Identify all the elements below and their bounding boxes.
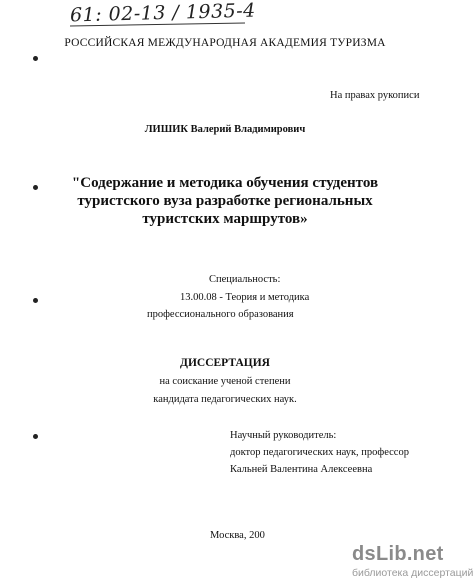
title-line: туристского вуза разработке региональных bbox=[77, 193, 373, 209]
supervisor-name: Кальней Валентина Алексеевна bbox=[230, 464, 373, 475]
scan-mark bbox=[33, 56, 38, 61]
dissertation-heading: ДИССЕРТАЦИЯ bbox=[180, 357, 270, 369]
supervisor-label: Научный руководитель: bbox=[230, 430, 337, 441]
scan-mark bbox=[33, 298, 38, 303]
specialty-code: 13.00.08 - Теория и методика bbox=[180, 292, 310, 303]
author-name: ЛИШИК Валерий Владимирович bbox=[144, 124, 306, 135]
specialty-field: профессионального образования bbox=[147, 309, 294, 320]
watermark-subtitle: библиотека диссертаций bbox=[352, 567, 473, 579]
scan-mark bbox=[33, 185, 38, 190]
scan-mark bbox=[33, 434, 38, 439]
title-line: туристских маршрутов» bbox=[142, 211, 308, 227]
handwritten-catalog-code: 61: 02-13 / 1935-4 bbox=[69, 0, 256, 27]
manuscript-rights-note: На правах рукописи bbox=[330, 90, 420, 101]
city-year: Москва, 200 bbox=[210, 530, 265, 541]
degree-line: на соискание ученой степени bbox=[159, 376, 291, 387]
watermark-logo: dsLib.net bbox=[352, 543, 444, 565]
title-line: "Содержание и методика обучения студентов bbox=[71, 175, 379, 191]
dslib-watermark bbox=[352, 543, 473, 579]
degree-name: кандидата педагогических наук. bbox=[153, 394, 297, 405]
academy-name: РОССИЙСКАЯ МЕЖДУНАРОДНАЯ АКАДЕМИЯ ТУРИЗМА bbox=[64, 37, 386, 49]
dissertation-title bbox=[0, 174, 450, 228]
specialty-label: Специальность: bbox=[209, 274, 281, 285]
supervisor-title: доктор педагогических наук, профессор bbox=[230, 447, 409, 458]
